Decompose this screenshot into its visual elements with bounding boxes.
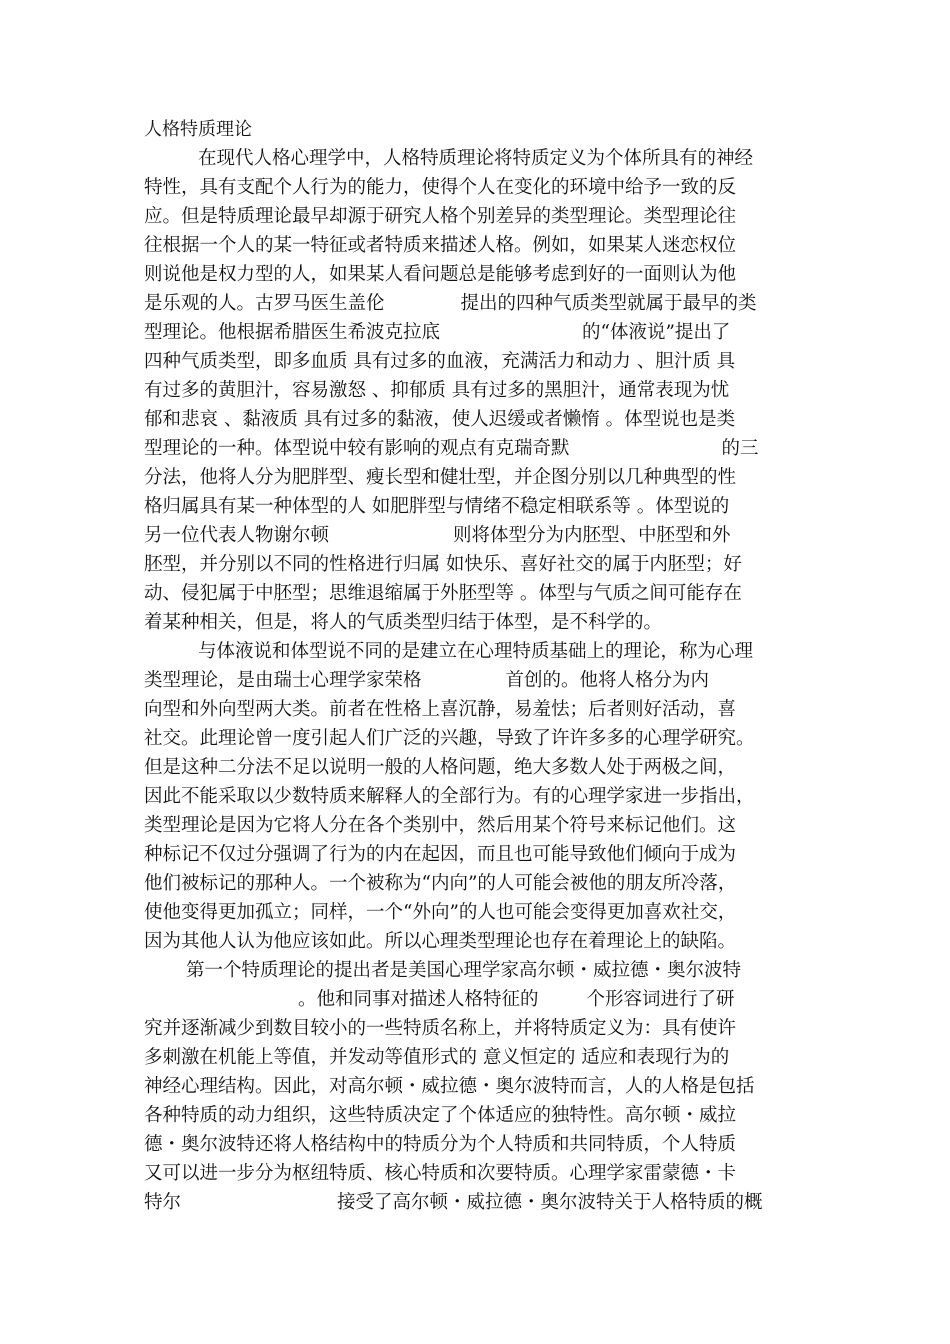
line-text: 的三 bbox=[721, 438, 759, 459]
text-line bbox=[144, 522, 806, 550]
text-line bbox=[144, 667, 806, 695]
line-text: 型理论的一种。体型说中较有影响的观点有克瑞奇默 bbox=[144, 438, 570, 459]
line-text: 特尔 bbox=[144, 1192, 182, 1213]
line-text: 格归属具有某一种体型的人 如肥胖型与情绪不稳定相联系等 。体型说的 bbox=[144, 496, 730, 517]
text-line bbox=[144, 841, 806, 869]
line-text: 提出的四种气质类型就属于最早的类 bbox=[460, 293, 757, 314]
text-line bbox=[144, 348, 806, 376]
line-text: 因为其他人认为他应该如此。所以心理类型理论也存在着理论上的缺陷。 bbox=[144, 931, 737, 952]
line-text: 则说他是权力型的人，如果某人看问题总是能够考虑到好的一面则认为他 bbox=[144, 264, 737, 285]
line-text: 神经心理结构。因此，对高尔顿・威拉德・奥尔波特而言，人的人格是包括 bbox=[144, 1076, 755, 1097]
text-line bbox=[144, 435, 806, 463]
text-line bbox=[144, 232, 806, 260]
text-line bbox=[144, 290, 806, 318]
text-line bbox=[144, 1102, 806, 1130]
text-line bbox=[144, 899, 806, 927]
text-line bbox=[144, 812, 806, 840]
text-line bbox=[198, 638, 806, 666]
text-line bbox=[144, 319, 806, 347]
text-line bbox=[144, 580, 806, 608]
line-text: 类型理论是因为它将人分在各个类别中，然后用某个符号来标记他们。这 bbox=[144, 815, 737, 836]
text-line bbox=[144, 551, 806, 579]
line-text: 则将体型分为内胚型、中胚型和外 bbox=[453, 525, 731, 546]
line-text: 分法，他将人分为肥胖型、瘦长型和健壮型，并企图分别以几种典型的性 bbox=[144, 467, 737, 488]
line-text: 各种特质的动力组织，这些特质决定了个体适应的独特性。高尔顿・威拉 bbox=[144, 1105, 737, 1126]
line-text: 多刺激在机能上等值，并发动等值形式的 意义恒定的 适应和表现行为的 bbox=[144, 1047, 730, 1068]
text-line bbox=[144, 928, 806, 956]
line-text: 向型和外向型两大类。前者在性格上喜沉静，易羞怯；后者则好活动，喜 bbox=[144, 699, 737, 720]
line-text: 社交。此理论曾一度引起人们广泛的兴趣，导致了许许多多的心理学研究。 bbox=[144, 728, 755, 749]
text-line bbox=[186, 957, 806, 985]
line-text: 郁和悲哀 、黏液质 具有过多的黏液，使人迟缓或者懒惰 。体型说也是类 bbox=[144, 409, 736, 430]
text-line bbox=[144, 406, 806, 434]
line-text: 的“体液说”提出了 bbox=[582, 322, 731, 343]
line-text: 类型理论，是由瑞士心理学家荣格 bbox=[144, 670, 422, 691]
line-text: 与体液说和体型说不同的是建立在心理特质基础上的理论，称为心理 bbox=[198, 641, 754, 662]
line-text: 有过多的黄胆汁，容易激怒 、抑郁质 具有过多的黑胆汁，通常表现为忧 bbox=[144, 380, 730, 401]
line-text: 第一个特质理论的提出者是美国心理学家高尔顿・威拉德・奥尔波特 bbox=[186, 960, 742, 981]
text-line bbox=[144, 870, 806, 898]
line-text: 在现代人格心理学中，人格特质理论将特质定义为个体所具有的神经 bbox=[198, 148, 754, 169]
line-text: 究并逐渐减少到数目较小的一些特质名称上，并将特质定义为：具有使许 bbox=[144, 1018, 737, 1039]
text-line bbox=[144, 725, 806, 753]
line-text: 种标记不仅过分强调了行为的内在起因，而且也可能导致他们倾向于成为 bbox=[144, 844, 737, 865]
text-line bbox=[144, 261, 806, 289]
text-line bbox=[298, 986, 806, 1014]
text-line bbox=[144, 1131, 806, 1159]
text-line bbox=[144, 377, 806, 405]
line-text: 着某种相关，但是，将人的气质类型归结于体型，是不科学的。 bbox=[144, 612, 663, 633]
document-title: 人格特质理论 bbox=[144, 119, 252, 140]
line-text: 往根据一个人的某一特征或者特质来描述人格。例如，如果某人迷恋权位 bbox=[144, 235, 737, 256]
text-line bbox=[144, 464, 806, 492]
text-line bbox=[144, 609, 806, 637]
text-line bbox=[144, 1015, 806, 1043]
text-line bbox=[144, 696, 806, 724]
line-text: 特性，具有支配个人行为的能力，使得个人在变化的环境中给予一致的反 bbox=[144, 177, 737, 198]
line-text: 。他和同事对描述人格特征的 bbox=[298, 989, 539, 1010]
text-line bbox=[144, 174, 806, 202]
line-text: 动、侵犯属于中胚型；思维退缩属于外胚型等 。体型与气质之间可能存在 bbox=[144, 583, 742, 604]
line-text: 个形容词进行了研 bbox=[586, 989, 735, 1010]
line-text: 另一位代表人物谢尔顿 bbox=[144, 525, 330, 546]
text-line bbox=[144, 1189, 806, 1217]
line-text: 使他变得更加孤立；同样，一个“外向”的人也可能会变得更加喜欢社交， bbox=[144, 902, 737, 923]
line-text: 是乐观的人。古罗马医生盖伦 bbox=[144, 293, 385, 314]
text-line bbox=[198, 145, 806, 173]
line-text: 应。但是特质理论最早却源于研究人格个别差异的类型理论。类型理论往 bbox=[144, 206, 737, 227]
text-line bbox=[144, 1044, 806, 1072]
line-text: 首创的。他将人格分为内 bbox=[505, 670, 710, 691]
line-text: 因此不能采取以少数特质来解释人的全部行为。有的心理学家进一步指出， bbox=[144, 786, 755, 807]
text-line bbox=[144, 783, 806, 811]
text-line bbox=[144, 203, 806, 231]
line-text: 接受了高尔顿・威拉德・奥尔波特关于人格特质的概 bbox=[337, 1192, 763, 1213]
line-text: 但是这种二分法不足以说明一般的人格问题，绝大多数人处于两极之间， bbox=[144, 757, 737, 778]
line-text: 型理论。他根据希腊医生希波克拉底 bbox=[144, 322, 441, 343]
line-text: 德・奥尔波特还将人格结构中的特质分为个人特质和共同特质，个人特质 bbox=[144, 1134, 737, 1155]
line-text: 他们被标记的那种人。一个被称为“内向”的人可能会被他的朋友所冷落， bbox=[144, 873, 737, 894]
line-text: 四种气质类型，即多血质 具有过多的血液，充满活力和动力 、胆汁质 具 bbox=[144, 351, 736, 372]
line-text: 又可以进一步分为枢纽特质、核心特质和次要特质。心理学家雷蒙德・卡 bbox=[144, 1163, 737, 1184]
line-text: 胚型，并分别以不同的性格进行归属 如快乐、喜好社交的属于内胚型；好 bbox=[144, 554, 742, 575]
text-line bbox=[144, 1160, 806, 1188]
text-line bbox=[144, 1073, 806, 1101]
text-line bbox=[144, 754, 806, 782]
text-line bbox=[144, 493, 806, 521]
